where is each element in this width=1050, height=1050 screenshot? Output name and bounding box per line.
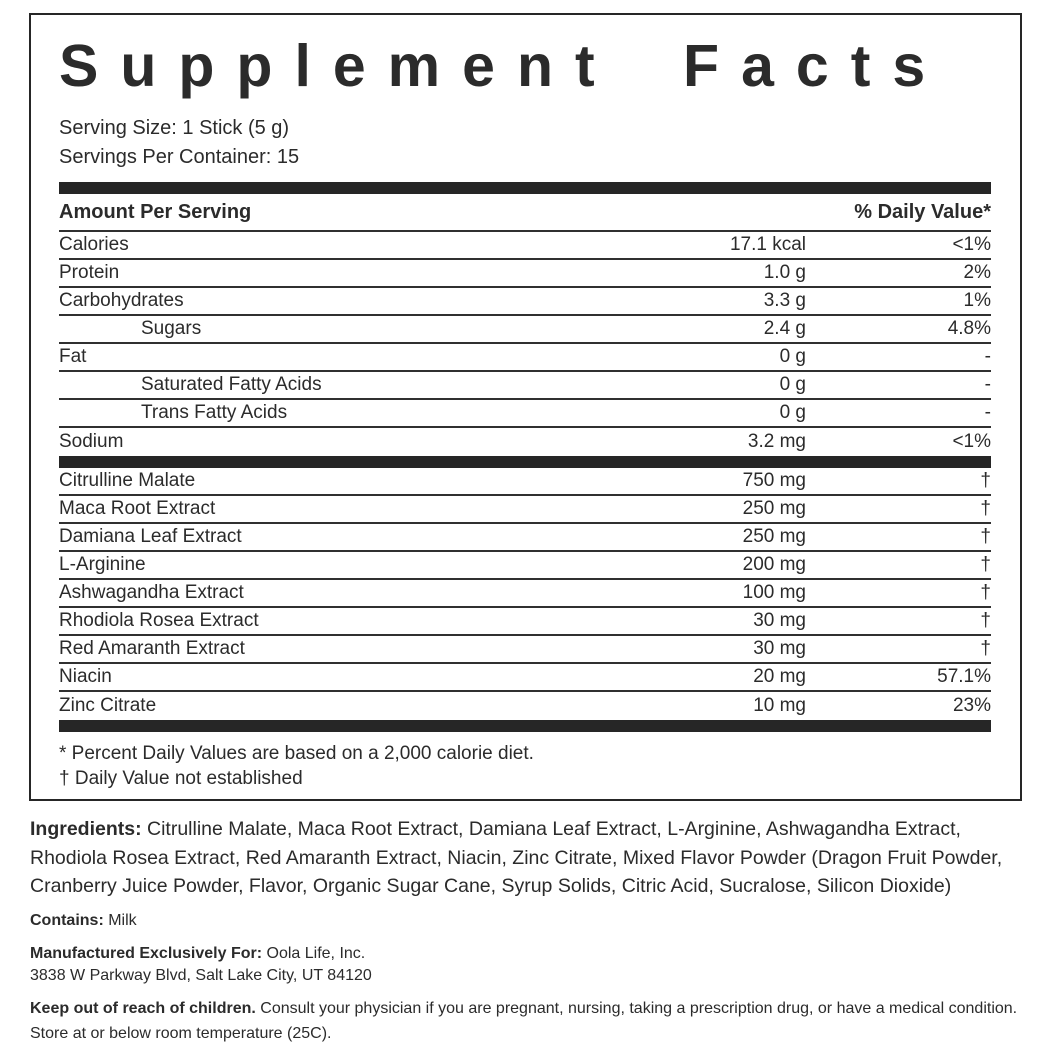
row-main-cell — [59, 234, 806, 256]
row-main-cell — [59, 262, 806, 284]
nutrient-amount: 200 mg — [742, 554, 806, 575]
nutrient-amount: 0 g — [779, 346, 806, 367]
manufacturer-address: 3838 W Parkway Blvd, Salt Lake City, UT 84120 — [30, 966, 372, 984]
nutrient-amount: 250 mg — [742, 526, 806, 547]
nutrient-rows — [59, 232, 991, 456]
row-main-cell — [59, 526, 806, 548]
table-row — [59, 288, 991, 316]
nutrient-daily-value: 23% — [952, 695, 991, 716]
nutrient-name: Calories — [59, 234, 129, 255]
nutrient-amount: 250 mg — [742, 498, 806, 519]
footnote-dagger: † Daily Value not established — [59, 768, 303, 789]
nutrient-amount: 0 g — [779, 374, 806, 395]
table-row — [59, 636, 991, 664]
nutrient-name: Sodium — [59, 431, 124, 452]
section-divider-bar — [59, 720, 991, 732]
nutrient-daily-value: 1% — [963, 290, 991, 311]
nutrient-daily-value: - — [984, 346, 991, 367]
supplement-facts-panel — [29, 13, 1022, 801]
nutrient-daily-value: - — [984, 402, 991, 423]
nutrient-amount: 1.0 g — [763, 262, 806, 283]
daily-value-header: % Daily Value* — [854, 201, 991, 223]
nutrient-amount: 30 mg — [753, 638, 806, 659]
nutrient-name: Maca Root Extract — [59, 498, 216, 519]
nutrient-amount: 2.4 g — [763, 318, 806, 339]
nutrient-name: Fat — [59, 346, 87, 367]
row-main-cell — [59, 318, 806, 340]
table-row — [59, 468, 991, 496]
warning-paragraph — [30, 996, 1020, 1046]
row-main-cell — [59, 610, 806, 632]
table-row — [59, 232, 991, 260]
table-row — [59, 524, 991, 552]
storage-text: Store at or below room temperature (25C). — [30, 1024, 332, 1042]
row-main-cell — [59, 695, 806, 717]
row-main-cell — [59, 498, 806, 520]
ingredients-text: Citrulline Malate, Maca Root Extract, Damiana Leaf Extract, L-Arginine, Ashwagandha Extract, Rhodiola Rosea Extract, Red Amaranth Extract, Niacin, Zinc Citrate, Mixed Flavor Powder (Dragon Fruit Powder, Cranberry Juice Powder, Flavor, Organic Sugar Cane, Syrup Solids, Citric Acid, Sucralose, Silicon Dioxide) — [30, 818, 1003, 897]
table-row — [59, 664, 991, 692]
nutrient-amount: 3.3 g — [763, 290, 806, 311]
nutrient-name: L-Arginine — [59, 554, 146, 575]
nutrient-amount: 20 mg — [753, 666, 806, 687]
panel-title: Supplement Facts — [59, 33, 948, 99]
table-row — [59, 608, 991, 636]
nutrient-amount: 0 g — [779, 402, 806, 423]
row-main-cell — [59, 346, 806, 368]
table-row — [59, 400, 991, 428]
nutrient-name: Zinc Citrate — [59, 695, 157, 716]
nutrient-daily-value: 2% — [963, 262, 991, 283]
table-row — [59, 580, 991, 608]
nutrient-name: Red Amaranth Extract — [59, 638, 245, 659]
nutrient-daily-value: 4.8% — [947, 318, 991, 339]
ingredients-paragraph — [30, 815, 1020, 901]
nutrient-daily-value: 57.1% — [937, 666, 991, 687]
serving-info — [59, 114, 991, 172]
nutrient-name: Saturated Fatty Acids — [141, 374, 322, 395]
manufactured-line — [30, 943, 1020, 964]
footnote-daily-values: * Percent Daily Values are based on a 2,000 calorie diet. — [59, 743, 534, 764]
nutrient-daily-value: † — [980, 638, 991, 659]
table-row — [59, 344, 991, 372]
serving-size: Serving Size: 1 Stick (5 g) — [59, 117, 290, 139]
nutrient-name: Protein — [59, 262, 120, 283]
nutrient-name: Sugars — [141, 318, 202, 339]
row-main-cell — [59, 582, 806, 604]
nutrient-amount: 10 mg — [753, 695, 806, 716]
table-row — [59, 372, 991, 400]
servings-per-container: Servings Per Container: 15 — [59, 146, 300, 168]
nutrient-daily-value: † — [980, 582, 991, 603]
active-ingredient-rows — [59, 468, 991, 720]
nutrient-daily-value: † — [980, 526, 991, 547]
row-main-cell — [59, 554, 806, 576]
row-main-cell — [59, 290, 806, 312]
manufactured-label: Manufactured Exclusively For: — [30, 944, 263, 962]
table-row — [59, 316, 991, 344]
contains-label: Contains: — [30, 911, 104, 929]
warning-label: Keep out of reach of children. — [30, 999, 256, 1017]
section-divider-bar — [59, 182, 991, 194]
nutrient-name: Damiana Leaf Extract — [59, 526, 242, 547]
amount-per-serving-header: Amount Per Serving — [59, 201, 252, 223]
nutrient-name: Citrulline Malate — [59, 470, 196, 491]
nutrient-amount: 3.2 mg — [747, 431, 806, 452]
footnotes — [59, 741, 991, 791]
row-main-cell — [59, 431, 806, 453]
warning-text: Consult your physician if you are pregnant, nursing, taking a prescription drug, or have a medical condition. — [255, 999, 1018, 1017]
table-row — [59, 496, 991, 524]
table-row — [59, 428, 991, 456]
nutrient-daily-value: <1% — [952, 431, 991, 452]
label-details — [30, 815, 1020, 1046]
contains-line — [30, 910, 1020, 931]
nutrient-amount: 17.1 kcal — [729, 234, 806, 255]
nutrient-daily-value: † — [980, 554, 991, 575]
contains-text: Milk — [103, 911, 137, 929]
table-header — [59, 194, 991, 232]
row-main-cell — [59, 374, 806, 396]
nutrient-amount: 30 mg — [753, 610, 806, 631]
row-main-cell — [59, 402, 806, 424]
table-row — [59, 260, 991, 288]
nutrient-name: Trans Fatty Acids — [141, 402, 288, 423]
nutrient-daily-value: - — [984, 374, 991, 395]
nutrient-amount: 750 mg — [742, 470, 806, 491]
nutrient-daily-value: † — [980, 610, 991, 631]
nutrient-daily-value: <1% — [952, 234, 991, 255]
table-row — [59, 552, 991, 580]
row-main-cell — [59, 666, 806, 688]
row-main-cell — [59, 638, 806, 660]
nutrient-daily-value: † — [980, 498, 991, 519]
supplement-label-page — [0, 13, 1050, 1046]
row-main-cell — [59, 470, 806, 492]
nutrient-name: Niacin — [59, 666, 112, 687]
ingredients-label: Ingredients: — [30, 818, 142, 840]
section-divider-bar — [59, 456, 991, 468]
nutrient-name: Rhodiola Rosea Extract — [59, 610, 259, 631]
nutrient-daily-value: † — [980, 470, 991, 491]
nutrient-amount: 100 mg — [742, 582, 806, 603]
table-row — [59, 692, 991, 720]
nutrient-name: Ashwagandha Extract — [59, 582, 244, 603]
manufactured-text: Oola Life, Inc. — [262, 944, 366, 962]
nutrient-name: Carbohydrates — [59, 290, 184, 311]
